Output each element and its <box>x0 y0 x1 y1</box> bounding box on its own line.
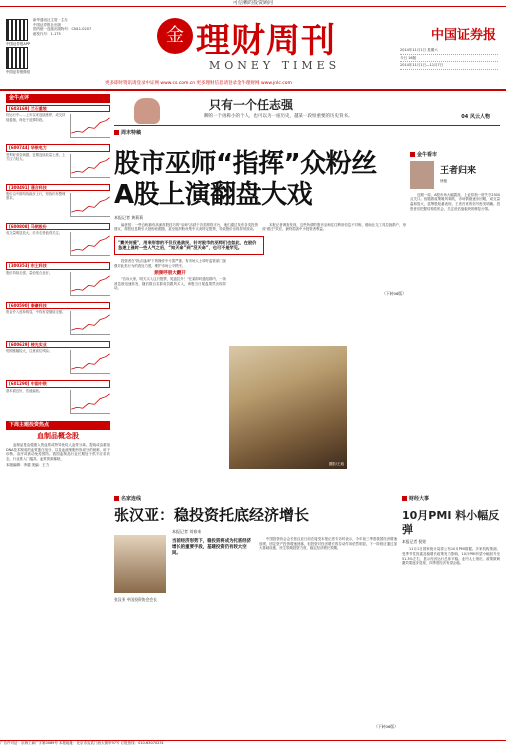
author-name: 徐留 <box>440 178 448 183</box>
editor-footer: 本版编辑：李超 美编：王力 <box>6 463 50 468</box>
stock-mini-chart <box>70 154 110 178</box>
stock-trend-line <box>71 197 109 212</box>
lead-photo <box>229 346 347 469</box>
stock-body <box>6 270 110 300</box>
stock-trend-line <box>71 276 109 291</box>
page-footer: 广告许可证：京海工商广字第0069号 本报地址：北京市宣武门西大街甲97号 订报热线：010-63070231 <box>0 740 506 750</box>
stock-code-label[interactable]: [300353] 东土科技 <box>6 262 110 269</box>
author-block <box>410 159 500 189</box>
qr-code-app <box>6 19 28 41</box>
stock-comment: 股价沿中期均线稳步上行，短线仍有整理需求。 <box>6 191 66 201</box>
square-icon <box>410 152 415 157</box>
stock-review-item[interactable] <box>6 105 110 142</box>
lead-continue[interactable]: （下转06版） <box>382 291 406 297</box>
masthead-english-title: MONEY TIMES <box>209 59 341 72</box>
stock-mini-chart <box>70 272 110 296</box>
stock-mini-chart <box>70 114 110 138</box>
lead-section-label: 周末特稿 <box>114 130 406 137</box>
interviewee-photo <box>114 535 166 593</box>
stock-trend-line <box>71 236 109 251</box>
stock-review-item[interactable] <box>6 302 110 339</box>
interview-section-label: 名家连线 <box>114 496 398 503</box>
lead-story: 周末特稿 股市巫师“指挥”众粉丝 A股上演翻盘大戏 本报记者 黄莉莉 编者按：一些自称拥有高深荐股技巧的"巫师"活跃于各类网络平台，他们通过发布各类投资建议、荐股信息吸引大批粉丝跟随，甚至组织粉丝集中买卖特定股票，导致股价出现异常波动。 本报记者调查发现，这些所谓的股市巫师往往利用信息不对称，借助社交工具拉拢散户，形成"跟庄"效应，最终损害中小投资者利益。 "赛关何爱"，用来形容的不仅仅是欲民，针对股市的巫师们也如此，在股价急速上涨时一些人气之后，“知天命”到“没天命”，也可不是罕见。 投资者在"指点迷津"下的操作中亏损严重，有市场人士呼吁监管部门加强对此类行为的查处力度，维护市场公平秩序。 频频呼朋大翻开 "告诉大家，明天买入这只股票，尾盘拉升！"在某即时通信群内，一条消息被迅速转发，随后数百名群成员跟风买入，该股当日尾盘果然出现异动。 （下转06版） <box>114 130 406 297</box>
top-slogan: 可信赖的投资顾问 <box>0 0 506 7</box>
lead-subhead: 频频呼朋大翻开 <box>154 271 186 277</box>
stock-comment: 仍运行中……上市以来连续涨停，成交持续萎缩，尚处于追捧阶段。 <box>6 113 66 122</box>
feature-block <box>6 421 110 468</box>
stock-body <box>6 309 110 339</box>
stock-comment: 受利好消息刺激，近期连续放量上涨，上方压力较大。 <box>6 152 66 161</box>
pmi-section-label: 财经大事 <box>402 496 500 503</box>
stock-comment: 资金介入迹象明显，中线有望继续走强。 <box>6 310 66 315</box>
feature-title: 血制品概念股 <box>37 431 79 440</box>
lead-body-top: 编者按：一些自称拥有高深荐股技巧的"巫师"活跃于各类网络平台，他们通过发布各类投资建议、荐股信息吸引大批粉丝跟随，甚至组织粉丝集中买卖特定股票，导致股价出现异常波动。 本报记者调查发现，这些所谓的股市巫师往往利用信息不对称，借助社交工具拉拢散户，形成"跟庄"效应，最终损害中小投资者利益。 <box>114 222 406 232</box>
publication-info: 新华通讯社主管 · 主办 中国证券报社出版 国内统一连续出版物号：CN11-0207 邮发代号：1-175 <box>33 18 92 37</box>
paper-brand: 中国证券报 <box>430 28 496 43</box>
left-column <box>6 94 110 740</box>
stock-comment: 成交量明显放大，后市走势值得关注。 <box>6 231 63 236</box>
column-title[interactable]: 王者归来 <box>440 165 477 176</box>
stock-review-item[interactable] <box>6 380 110 417</box>
stock-body <box>6 348 110 378</box>
author-photo <box>410 161 434 189</box>
stock-body <box>6 191 110 221</box>
stock-code-label[interactable]: [600808] 马钢股份 <box>6 223 110 230</box>
lead-byline: 本报记者 黄莉莉 <box>114 215 144 221</box>
stock-body <box>6 230 110 260</box>
pmi-byline: 本报记者 倪铭 <box>402 539 426 545</box>
interview-text: 中国投资协会会长张汉亚日前在接受本报记者专访时表示，今年前三季度我国经济增速放缓，固定资产投资增速回落，但投资对经济增长的拉动作用依然明显。下一阶段应通过加大基础设施、民生领域投资力度，稳定经济增长预期。 <box>259 537 397 551</box>
teaser-photo <box>134 98 160 124</box>
interview-byline: 本报记者 刘春来 <box>172 529 202 534</box>
pmi-headline[interactable]: 10月PMI 料小幅反弹 <box>402 508 500 536</box>
stock-code-label[interactable]: [300491] 通合科技 <box>6 184 110 191</box>
teaser-title: 只有一个任志强 <box>209 98 294 112</box>
masthead <box>0 7 506 91</box>
stock-trend-line <box>71 118 109 133</box>
stock-comment: 股价持续走强，量价配合良好。 <box>6 270 53 275</box>
stock-review-item[interactable] <box>6 262 110 299</box>
stock-mini-chart <box>70 350 110 374</box>
stock-mini-chart <box>70 390 110 414</box>
stock-trend-line <box>71 354 109 369</box>
square-icon <box>114 130 119 135</box>
lead-photo-caption: 摄影/王迪 <box>328 462 344 467</box>
lead-body-bottom: 投资者在"指点迷津"下的操作中亏损严重，有市场人士呼吁监管部门加强对此类行为的查处力度，维护市场公平秩序。 <box>114 259 226 268</box>
pull-quote: "赛关何爱"，用来形容的不仅仅是欲民，针对股市的巫师们也如此，在股价急速上涨时一些人气之后，“知天命”到“没天命”，也可不是罕见。 <box>114 236 264 255</box>
stock-body <box>6 112 110 142</box>
stock-code-label[interactable]: [600629] 棱光实业 <box>6 341 110 348</box>
stock-body <box>6 152 110 182</box>
stock-review-item[interactable] <box>6 341 110 378</box>
teaser-page-tag: 04 风云人物 <box>461 114 490 120</box>
interview-intro: 当前经济形势下，稳投资将成为托底经济增长的重要手段，基建投资仍有较大空间。 <box>172 539 252 556</box>
right-section-label: 金牛看市 <box>410 152 500 159</box>
pmi-story <box>402 496 500 566</box>
stock-mini-chart <box>70 232 110 256</box>
stock-trend-line <box>71 394 109 409</box>
stock-code-label[interactable]: [601290] 中国中铁 <box>6 380 110 387</box>
interviewee-caption: 张汉亚 中国投资协会会长 <box>114 597 157 602</box>
stock-trend-line <box>71 157 109 172</box>
stock-body <box>6 388 110 418</box>
issue-info: 2014年11月1日 星期六 今日 16版 2014年11月1日—11月7日 <box>400 47 498 70</box>
qr-label-wechat: 中国证券报微信 <box>5 70 31 74</box>
pmi-text: 11月1日国家统计局将公布10月PMI数据。多家机构预测，受季节性因素及稳增长政策发力影响，10月PMI有望小幅回升至51.3%左右，显示经济运行总体平稳。业内人士指出，政策微刺激效果逐步显现，四季度经济有望企稳。 <box>402 547 500 566</box>
stock-comment: 基本面良好，估值偏低。 <box>6 388 43 393</box>
teaser-subtitle: 聊的一个再称小的个人，也可以为一座历史，越某一段恒重要的历史背书。 <box>204 114 353 119</box>
interview-continue[interactable]: （下转06版） <box>374 723 398 729</box>
feature-label: 下周主题投资热点 <box>6 421 110 430</box>
feature-text: 血制品是由健康人的血浆或特异免疫人血浆分离、提纯或由重组DNA技术制成的血浆蛋白组分，以及血液细胞有形成分的统称，用于诊断、治疗或被动免疫预防。我国血制品行业长期处于供不应求状态，行业准入门槛高，血浆资源稀缺。 <box>6 443 110 461</box>
stock-mini-chart <box>70 311 110 335</box>
interview-headline[interactable]: 张汉亚：稳投资托底经济增长 <box>114 505 310 524</box>
column-text: 近期一周，A股市场大幅震荡，上证综指一度失守2300点关口。但随着政策暖风频吹，市场情绪逐步回暖，成交量温和放大，蓝筹股轮番表现，王者归来的信号愈发明确。投资者应把握结构性机会，关注低估值板块的修复行情。 <box>410 192 500 211</box>
stock-review-item[interactable] <box>6 144 110 181</box>
stock-review-item[interactable] <box>6 223 110 260</box>
stock-code-label[interactable]: [600744] 华银电力 <box>6 144 110 151</box>
square-icon <box>402 496 407 501</box>
qr-label-app: 中国证券报APP <box>5 42 31 46</box>
logo-emblem: 金 <box>157 18 193 54</box>
stock-mini-chart <box>70 193 110 217</box>
stock-comment: 短期涨幅较大，注意高位风险。 <box>6 349 53 354</box>
masthead-title: 理财周刊 <box>196 21 336 61</box>
stock-trend-line <box>71 315 109 330</box>
stock-code-label[interactable]: [603169] 兰石重装 <box>6 105 110 112</box>
section-head-stock-reviews: 金牛点评 <box>6 94 110 103</box>
interview-story <box>114 496 398 729</box>
qr-code-wechat <box>6 47 28 69</box>
square-icon <box>114 496 119 501</box>
stock-code-label[interactable]: [600590] 泰豪科技 <box>6 302 110 309</box>
teaser-banner[interactable] <box>114 94 500 126</box>
stock-review-item[interactable] <box>6 184 110 221</box>
right-column <box>410 152 500 211</box>
lead-headline-line1[interactable]: 股市巫师“指挥”众粉丝 <box>114 148 377 179</box>
lead-headline-line2[interactable]: A股上演翻盘大戏 <box>114 179 313 210</box>
website-line[interactable]: 更多即时资讯请登录中证网 www.cs.com.cn 更多理财信息请登录金牛理财网 www.jnlc.com <box>105 80 292 86</box>
